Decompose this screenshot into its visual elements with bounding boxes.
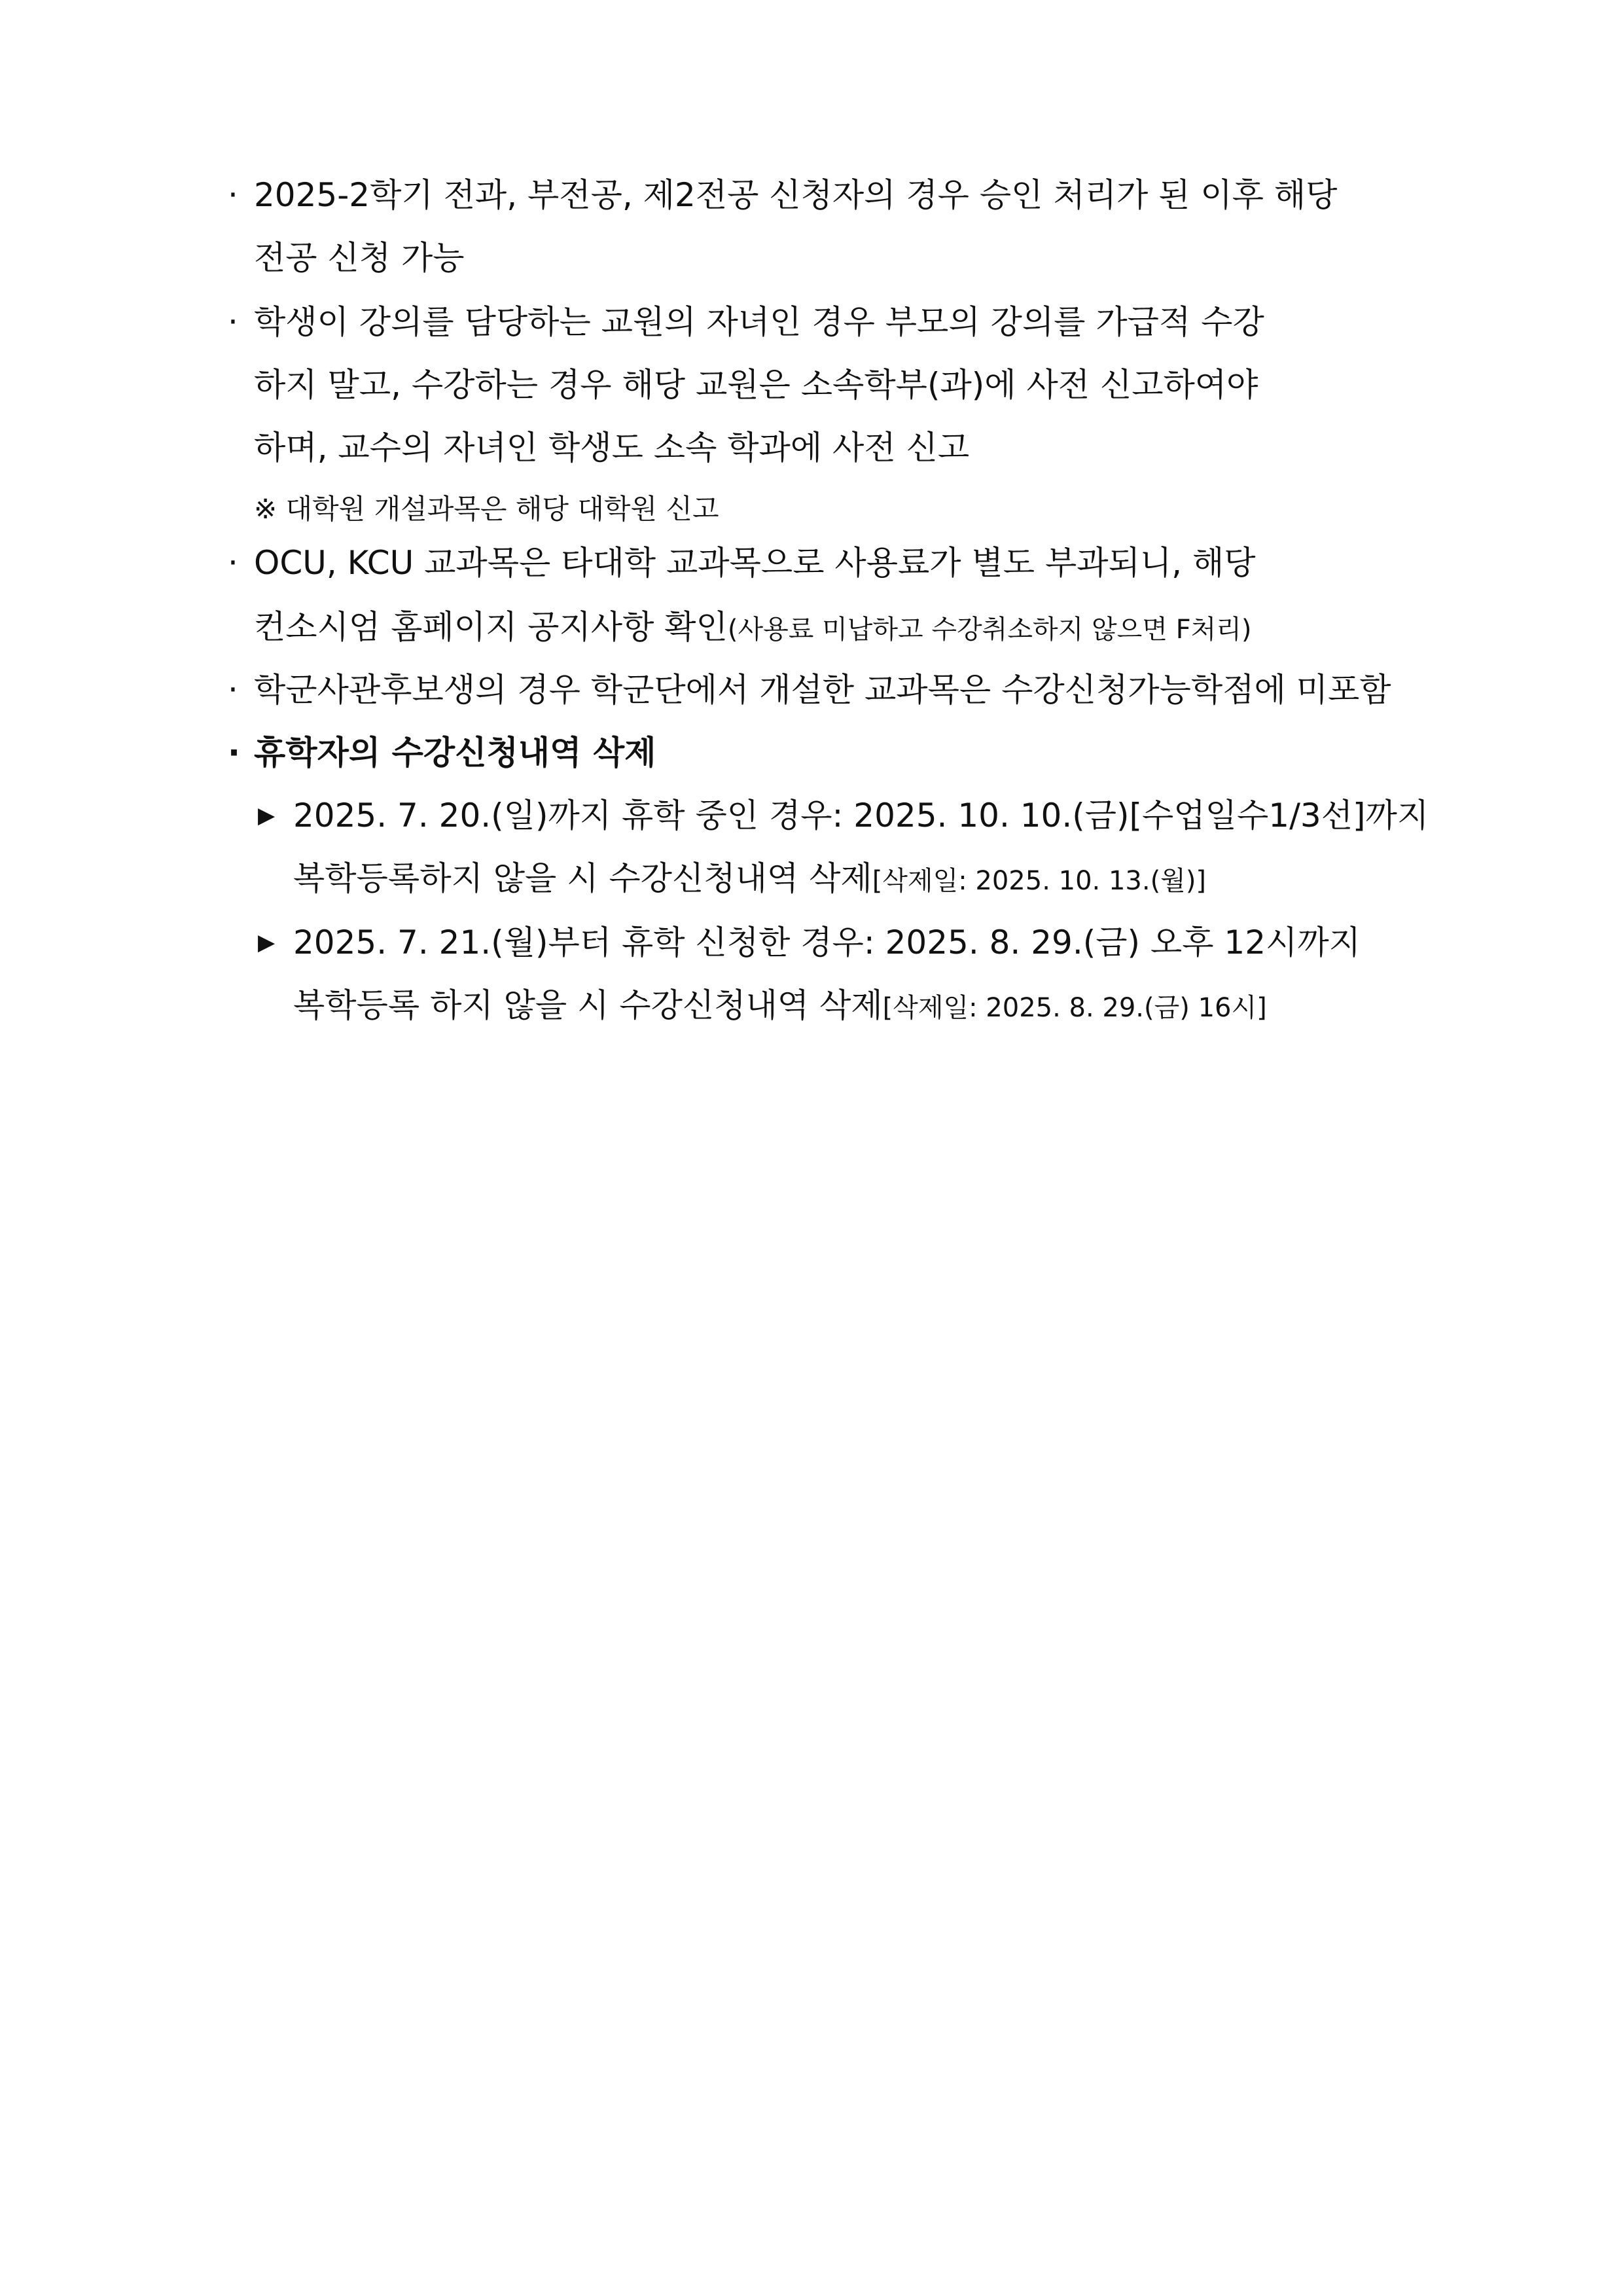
item-text-line: 전공 신청 가능: [254, 239, 465, 277]
item-text-small: [삭제일: 2025. 10. 13.(월)]: [872, 866, 1207, 896]
item-text-line: 2025. 7. 20.(일)까지 휴학 중인 경우: 2025. 10. 10.(금)[수업일수1/3선]까지: [293, 797, 1429, 834]
item-text-main: 복학등록하지 않을 시 수강신청내역 삭제: [293, 859, 872, 897]
bullet: ·: [228, 544, 238, 582]
triangle-marker-icon: ▶: [258, 929, 276, 956]
item-text-line: [293, 986, 1267, 1028]
item-text-main: 복학등록 하지 않을 시 수강신청내역 삭제: [293, 986, 883, 1024]
item-text-line: 하지 말고, 수강하는 경우 해당 교원은 소속학부(과)에 사전 신고하여야: [254, 366, 1258, 404]
item-text-line: 학생이 강의를 담당하는 교원의 자녀인 경우 부모의 강의를 가급적 수강: [254, 303, 1264, 341]
note-text: ※ 대학원 개설과목은 해당 대학원 신고: [254, 493, 719, 525]
item-text-line: 하며, 교수의 자녀인 학생도 소속 학과에 사전 신고: [254, 429, 970, 467]
item-text-line: 학군사관후보생의 경우 학군단에서 개설한 교과목은 수강신청가능학점에 미포함: [254, 671, 1391, 709]
item-text-small: (사용료 미납하고 수강취소하지 않으면 F처리): [727, 615, 1252, 645]
section-heading: 휴학자의 수강신청내역 삭제: [254, 734, 656, 772]
bullet: ·: [228, 176, 238, 214]
item-text-line: [254, 607, 1252, 649]
item-text-small: [삭제일: 2025. 8. 29.(금) 16시]: [882, 993, 1267, 1023]
bullet: ·: [228, 671, 238, 709]
item-text-line: OCU, KCU 교과목은 타대학 교과목으로 사용료가 별도 부과되니, 해당: [254, 544, 1256, 582]
item-text-main: 컨소시엄 홈페이지 공지사항 확인: [254, 608, 728, 646]
item-text-line: 2025. 7. 21.(월)부터 휴학 신청한 경우: 2025. 8. 29.(금) 오후 12시까지: [293, 924, 1361, 961]
item-text-line: [293, 859, 1206, 901]
bullet: ·: [228, 303, 238, 341]
triangle-marker-icon: ▶: [258, 802, 276, 829]
item-text-line: 2025-2학기 전과, 부전공, 제2전공 신청자의 경우 승인 처리가 된 이후 해당: [254, 176, 1338, 214]
bullet: ·: [228, 734, 240, 772]
